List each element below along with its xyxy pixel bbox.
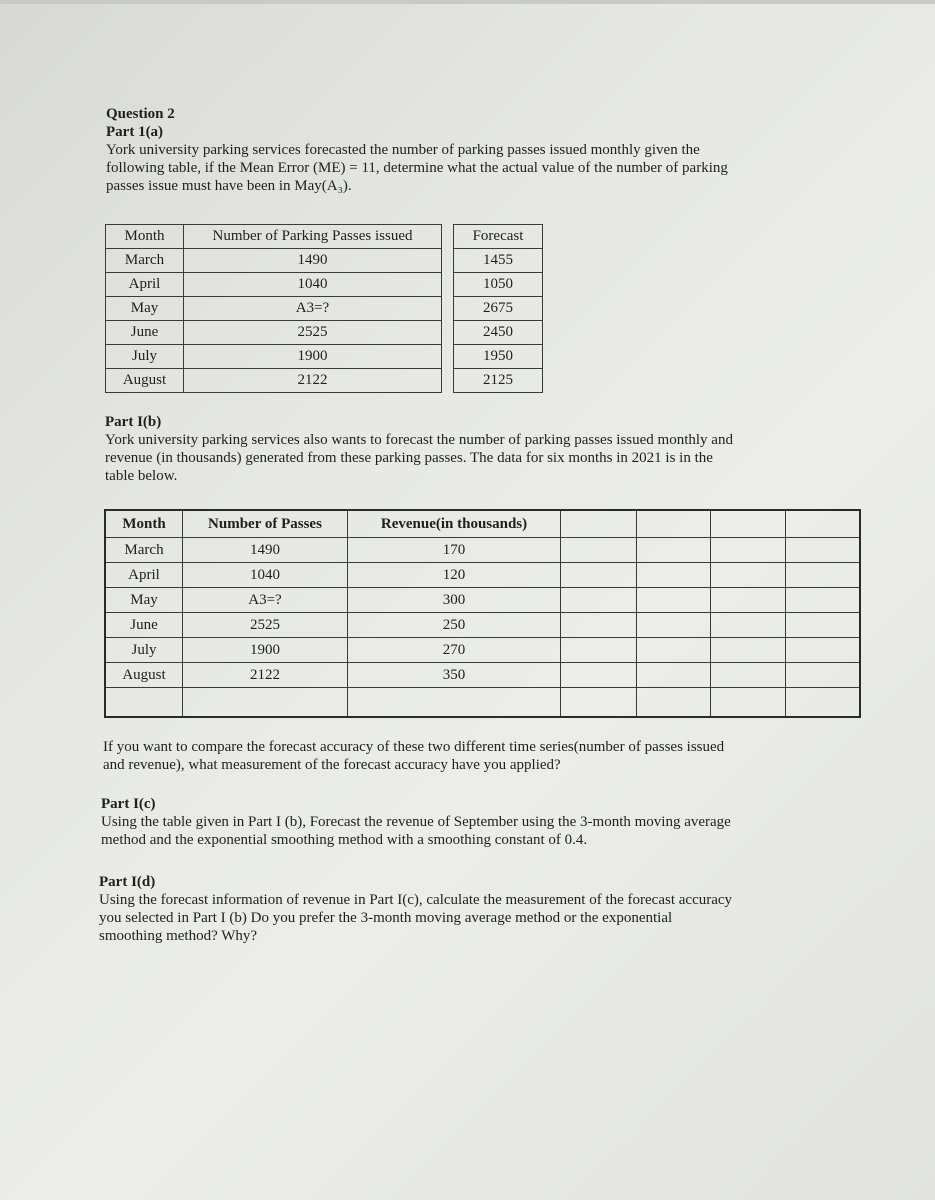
empty-cell — [786, 663, 861, 688]
empty-cell — [561, 663, 637, 688]
column-header: Month — [106, 225, 184, 249]
table-cell: 1455 — [454, 249, 543, 273]
part-1d-heading: Part I(d) — [99, 874, 156, 890]
table-cell: 2525 — [183, 613, 348, 638]
empty-cell — [786, 538, 861, 563]
table-cell: A3=? — [183, 588, 348, 613]
part-1a-line: following table, if the Mean Error (ME) = 11, determine what the actual value of the number of parking — [106, 160, 728, 176]
empty-cell — [637, 613, 711, 638]
empty-cell — [637, 663, 711, 688]
table-row — [106, 273, 543, 297]
question-title: Question 2 — [106, 106, 175, 122]
accuracy-question-line: If you want to compare the forecast accuracy of these two different time series(number of passes issued — [103, 739, 725, 755]
empty-cell — [637, 638, 711, 663]
table-gap — [442, 369, 454, 393]
column-header: Forecast — [454, 225, 543, 249]
forecast-table — [105, 224, 543, 393]
empty-cell — [561, 588, 637, 613]
empty-cell — [711, 613, 786, 638]
column-header: Revenue(in thousands) — [348, 510, 561, 538]
table-cell: 1050 — [454, 273, 543, 297]
part-1c-heading: Part I(c) — [101, 796, 156, 812]
table-cell: August — [106, 369, 184, 393]
table-row — [105, 588, 860, 613]
table-row — [105, 563, 860, 588]
table-cell: 2122 — [183, 663, 348, 688]
empty-cell — [711, 688, 786, 718]
table-row — [106, 321, 543, 345]
part-1a-heading: Part 1(a) — [106, 124, 164, 140]
part-1d-line: you selected in Part I (b) Do you prefer the 3-month moving average method or the exponential — [99, 910, 673, 926]
table-row — [105, 538, 860, 563]
table-cell: July — [105, 638, 183, 663]
part-1b-section — [105, 413, 733, 485]
table-cell: 1950 — [454, 345, 543, 369]
empty-cell — [561, 538, 637, 563]
empty-cell — [786, 563, 861, 588]
empty-cell — [711, 663, 786, 688]
table-cell: 1490 — [184, 249, 442, 273]
part-1d-line: smoothing method? Why? — [99, 928, 258, 944]
table-cell: 350 — [348, 663, 561, 688]
table-cell: June — [105, 613, 183, 638]
table-row — [106, 345, 543, 369]
table-row-empty — [105, 688, 860, 718]
empty-cell — [786, 688, 861, 718]
table-cell: 2675 — [454, 297, 543, 321]
empty-cell — [711, 538, 786, 563]
table-cell: 300 — [348, 588, 561, 613]
empty-cell — [561, 638, 637, 663]
empty-cell — [561, 510, 637, 538]
table-row — [106, 369, 543, 393]
part-1a-line: York university parking services forecasted the number of parking passes issued monthly given the — [106, 142, 700, 158]
table-cell: A3=? — [184, 297, 442, 321]
table-cell: May — [105, 588, 183, 613]
empty-cell — [637, 588, 711, 613]
part-1c-section — [101, 795, 731, 849]
table-row — [105, 663, 860, 688]
column-header: Number of Parking Passes issued — [184, 225, 442, 249]
empty-cell — [561, 688, 637, 718]
table-cell: March — [106, 249, 184, 273]
table-gap — [442, 321, 454, 345]
table-header-row — [106, 225, 543, 249]
column-header: Month — [105, 510, 183, 538]
table-gap — [442, 273, 454, 297]
table-header-row — [105, 510, 860, 538]
table-cell: 2122 — [184, 369, 442, 393]
empty-cell — [105, 688, 183, 718]
column-header: Number of Passes — [183, 510, 348, 538]
revenue-table — [104, 509, 861, 718]
empty-cell — [637, 688, 711, 718]
empty-cell — [711, 510, 786, 538]
empty-cell — [348, 688, 561, 718]
table-row — [105, 613, 860, 638]
table-cell: 120 — [348, 563, 561, 588]
part-1d-section — [99, 873, 732, 945]
table-cell: May — [106, 297, 184, 321]
table-cell: 2125 — [454, 369, 543, 393]
part-1b-line: revenue (in thousands) generated from these parking passes. The data for six months in 2021 is in the — [105, 450, 713, 466]
table-cell: 2525 — [184, 321, 442, 345]
empty-cell — [637, 563, 711, 588]
part-1a-section — [106, 105, 728, 195]
part-1c-line: method and the exponential smoothing method with a smoothing constant of 0.4. — [101, 832, 588, 848]
table-gap — [442, 345, 454, 369]
part-1b-heading: Part I(b) — [105, 414, 162, 430]
empty-cell — [561, 613, 637, 638]
table-row — [105, 638, 860, 663]
part-1b-line: table below. — [105, 468, 178, 484]
table-cell: 1040 — [184, 273, 442, 297]
table-gap — [442, 225, 454, 249]
table-cell: July — [106, 345, 184, 369]
table-cell: 1900 — [184, 345, 442, 369]
empty-cell — [637, 538, 711, 563]
accuracy-question — [103, 738, 724, 774]
table-cell: March — [105, 538, 183, 563]
table-cell: 2450 — [454, 321, 543, 345]
empty-cell — [561, 563, 637, 588]
accuracy-question-line: and revenue), what measurement of the forecast accuracy have you applied? — [103, 757, 561, 773]
page-edge — [0, 0, 935, 4]
empty-cell — [711, 588, 786, 613]
part-1a-line: passes issue must have been in May(A₃). — [106, 178, 352, 194]
table-cell: 250 — [348, 613, 561, 638]
table-gap — [442, 297, 454, 321]
empty-cell — [711, 563, 786, 588]
empty-cell — [786, 510, 861, 538]
part-1c-line: Using the table given in Part I (b), Forecast the revenue of September using the 3-month moving average — [101, 814, 731, 830]
table-cell: 1490 — [183, 538, 348, 563]
table-cell: 1900 — [183, 638, 348, 663]
table-cell: August — [105, 663, 183, 688]
table-cell: 1040 — [183, 563, 348, 588]
table-cell: April — [106, 273, 184, 297]
empty-cell — [183, 688, 348, 718]
empty-cell — [786, 588, 861, 613]
part-1d-line: Using the forecast information of revenue in Part I(c), calculate the measurement of the forecast accuracy — [99, 892, 733, 908]
table-cell: June — [106, 321, 184, 345]
empty-cell — [786, 613, 861, 638]
table-row — [106, 297, 543, 321]
table-row — [106, 249, 543, 273]
table-gap — [442, 249, 454, 273]
table-cell: April — [105, 563, 183, 588]
empty-cell — [637, 510, 711, 538]
table-cell: 270 — [348, 638, 561, 663]
empty-cell — [711, 638, 786, 663]
part-1b-line: York university parking services also wants to forecast the number of parking passes issued monthly and — [105, 432, 733, 448]
table-cell: 170 — [348, 538, 561, 563]
empty-cell — [786, 638, 861, 663]
